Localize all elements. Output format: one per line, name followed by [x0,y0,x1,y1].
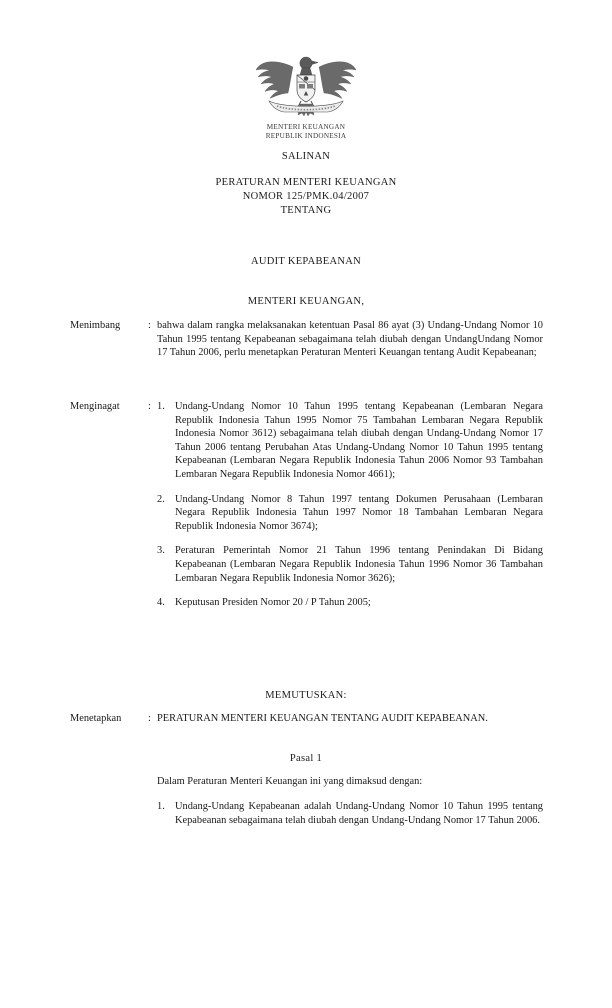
list-item-marker: 1. [157,401,165,412]
list-item-text: Undang-Undang Nomor 10 Tahun 1995 tentang Kepabeanan (Lembaran Negara Republik Indonesia Tahun 1995 Nomor 75 Tambahan Lembaran Negara Republik Indonesia Nomor 3612) sebagaimana telah diubah dengan Undang-Undang Nomor 17 Tahun 2006 tentang Perubahan Atas Undang-Undang Nomor 10 Tahun 1995 tentang Kepabeanan (Lembaran Negara Republik Indonesia Tahun 2006 Nomor 93 Tambahan Lembaran Negara Republik Indonesia Nomor 4661); [175,401,543,480]
considering-content [157,319,543,360]
emblem-caption-line2: REPUBLIK INDONESIA [265,132,347,141]
article-heading: Pasal 1 [289,753,323,764]
recalling-content [157,400,543,610]
document-masthead [0,52,612,141]
list-item [157,400,543,482]
recalling-section [70,400,543,610]
copy-mark: SALINAN [281,151,331,162]
list-item-marker: 3. [157,545,165,557]
list-item-text: Peraturan Pemerintah Nomor 21 Tahun 1996 tentang Penindakan Di Bidang Kepabeanan (Lembaran Negara Republik Indonesia Tahun 1996 Nomor 36 Tambahan Lembaran Negara Republik Indonesia Nomor 3626); [175,545,543,584]
recalling-list [157,400,543,610]
recalling-colon: : [148,401,151,412]
emblem-caption-line1: MENTERI KEUANGAN [266,123,346,131]
emblem-caption [0,123,612,141]
list-item [157,493,543,534]
list-item-text: Undang-Undang Nomor 8 Tahun 1997 tentang Dokumen Perusahaan (Lembaran Negara Republik Indonesia Tahun 1997 Nomor 18 Tambahan Lembaran Negara Republik Indonesia Nomor 3674); [175,493,543,532]
list-item-marker: 4. [157,597,165,609]
regulation-subject: AUDIT KEPABEANAN [250,256,362,267]
considering-text: bahwa dalam rangka melaksanakan ketentuan Pasal 86 ayat (3) Undang-Undang Nomor 10 Tahun 1995 tentang Kepabeanan sebagaimana telah diubah dengan UndangUndang Nomor 17 Tahun 2006, perlu menetapkan Peraturan Menteri Keuangan tentang Audit Kepabeanan; [157,320,543,359]
list-item-text: Undang-Undang Kepabeanan adalah Undang-Undang Nomor 10 Tahun 1995 tentang Kepabeanan sebagaimana telah diubah dengan Undang-Undang Nomor 17 Tahun 2006. [175,801,543,826]
garuda-pancasila-emblem [254,52,358,120]
recalling-label: Menginagat [70,401,120,412]
regulation-about-label: TENTANG [280,205,332,216]
article-intro: Dalam Peraturan Menteri Keuangan ini yang dimaksud dengan: [157,776,423,787]
regulation-title-line1: PERATURAN MENTERI KEUANGAN [215,177,397,188]
issuing-authority: MENTERI KEUANGAN, [247,296,365,307]
stipulating-label: Menetapkan [70,713,122,724]
stipulating-colon: : [148,713,151,724]
list-item-marker: 2. [157,493,165,505]
decision-heading: MEMUTUSKAN: [265,690,347,701]
stipulating-content [157,712,543,726]
article-definitions [157,800,543,827]
list-item-text: Keputusan Presiden Nomor 20 / P Tahun 2005; [175,597,371,609]
stipulating-text: PERATURAN MENTERI KEUANGAN TENTANG AUDIT KEPABEANAN. [157,713,488,724]
regulation-number: NOMOR 125/PMK.04/2007 [242,191,370,202]
considering-section [70,319,543,360]
stipulating-section [70,712,543,726]
list-item [157,544,543,585]
regulation-title [0,176,612,218]
list-item [157,800,543,827]
considering-colon: : [148,320,151,331]
list-item [157,596,543,610]
list-item-marker: 1. [157,801,165,812]
article-list [157,800,543,827]
considering-label: Menimbang [70,320,121,331]
